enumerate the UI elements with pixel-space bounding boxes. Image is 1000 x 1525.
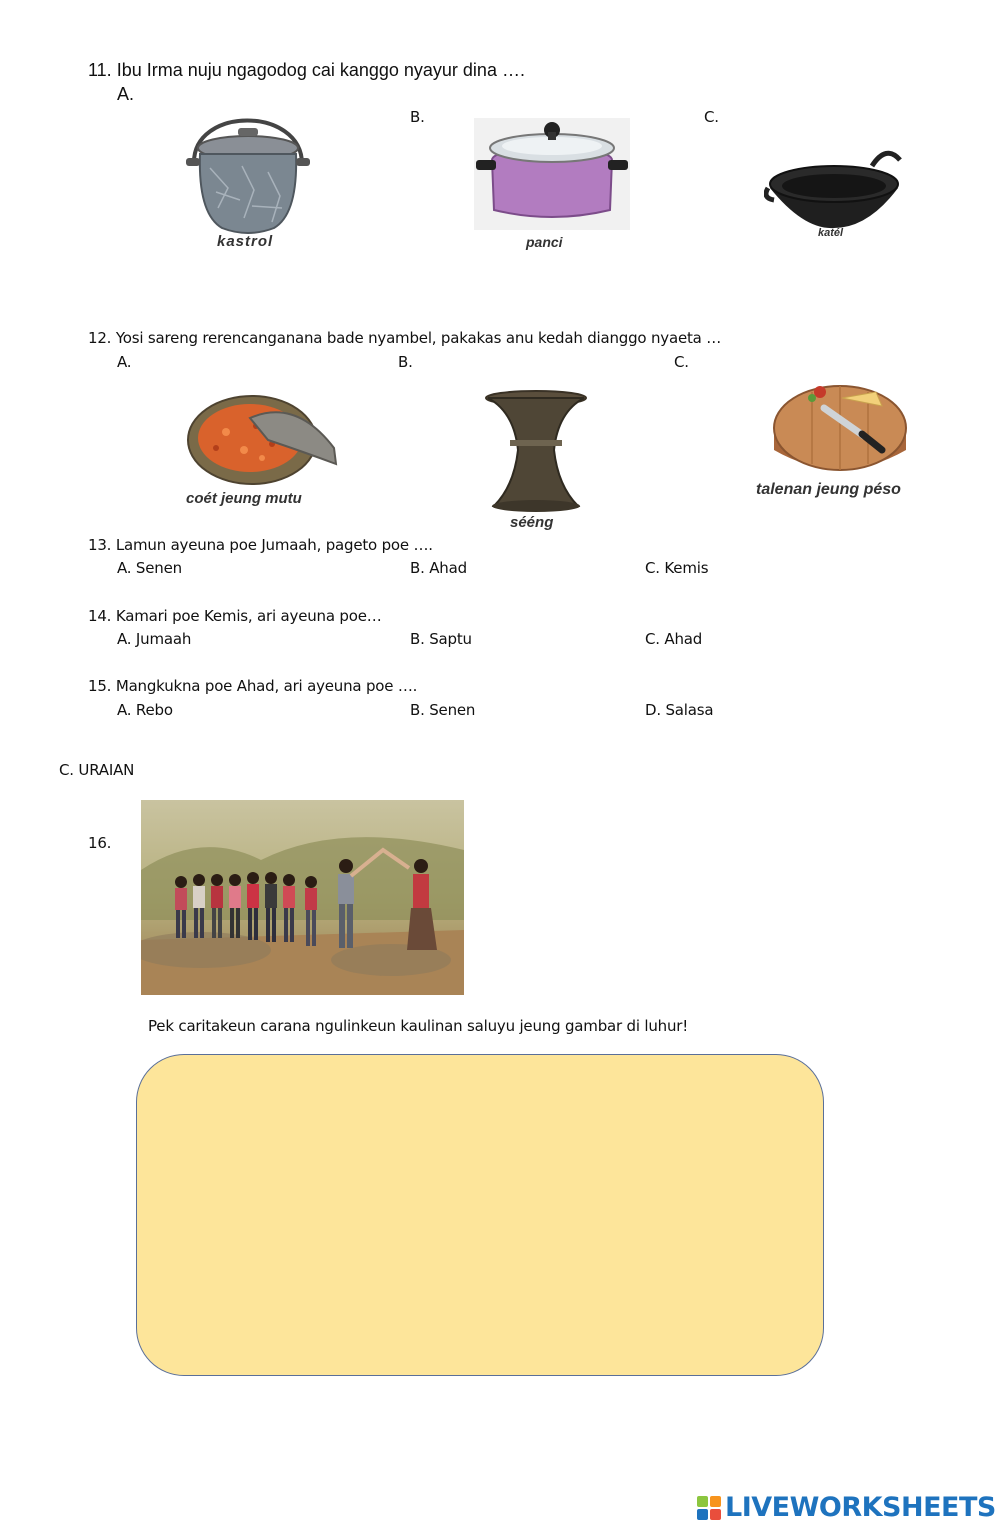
liveworksheets-wordmark: LIVEWORKSHEETS <box>725 1492 996 1523</box>
question-13: 13. Lamun ayeuna poe Jumaah, pageto poe …. <box>88 536 433 554</box>
panci-image <box>474 118 630 230</box>
panci-caption: panci <box>526 234 563 250</box>
q15-option-d: D. Salasa <box>645 701 714 719</box>
logo-square-blue <box>697 1509 708 1520</box>
children-game-photo <box>141 800 464 995</box>
kastrol-caption: kastrol <box>217 233 274 250</box>
question-14: 14. Kamari poe Kemis, ari ayeuna poe… <box>88 607 382 625</box>
question-16-number: 16. <box>88 834 112 852</box>
q11-option-c-letter: C. <box>704 108 719 126</box>
q13-option-a: A. Senen <box>117 559 182 577</box>
talenan-image <box>772 378 908 480</box>
q11-option-b-letter: B. <box>410 108 425 126</box>
seeng-image <box>484 390 588 514</box>
question-16-instruction: Pek caritakeun carana ngulinkeun kaulinan saluyu jeung gambar di luhur! <box>148 1017 689 1035</box>
q14-option-a: A. Jumaah <box>117 630 192 648</box>
talenan-caption: talenan jeung péso <box>756 481 901 498</box>
q12-option-c-letter: C. <box>674 353 689 371</box>
question-12: 12. Yosi sareng rerencanganana bade nyambel, pakakas anu kedah dianggo nyaeta … <box>88 329 722 347</box>
q13-option-b: B. Ahad <box>410 559 467 577</box>
liveworksheets-icon <box>697 1496 721 1520</box>
section-c-heading: C. URAIAN <box>59 761 135 779</box>
q15-option-b: B. Senen <box>410 701 476 719</box>
coet-caption: coét jeung mutu <box>186 490 302 507</box>
q14-option-c: C. Ahad <box>645 630 703 648</box>
q11-option-a-letter: A. <box>117 84 135 104</box>
liveworksheets-logo <box>697 1492 996 1523</box>
seeng-caption: sééng <box>510 514 554 531</box>
coet-image <box>186 388 338 488</box>
q13-option-c: C. Kemis <box>645 559 709 577</box>
logo-square-orange <box>710 1496 721 1507</box>
q14-option-b: B. Saptu <box>410 630 472 648</box>
question-15: 15. Mangkukna poe Ahad, ari ayeuna poe …. <box>88 677 418 695</box>
answer-textbox[interactable] <box>136 1054 824 1376</box>
q12-option-a-letter: A. <box>117 353 132 371</box>
logo-square-red <box>710 1509 721 1520</box>
katel-image <box>764 140 904 230</box>
katel-caption: katél <box>818 227 844 239</box>
q12-option-b-letter: B. <box>398 353 413 371</box>
logo-square-green <box>697 1496 708 1507</box>
q15-option-a: A. Rebo <box>117 701 173 719</box>
question-11: 11. Ibu Irma nuju ngagodog cai kanggo nyayur dina …. <box>88 60 525 80</box>
kastrol-image <box>182 96 317 256</box>
